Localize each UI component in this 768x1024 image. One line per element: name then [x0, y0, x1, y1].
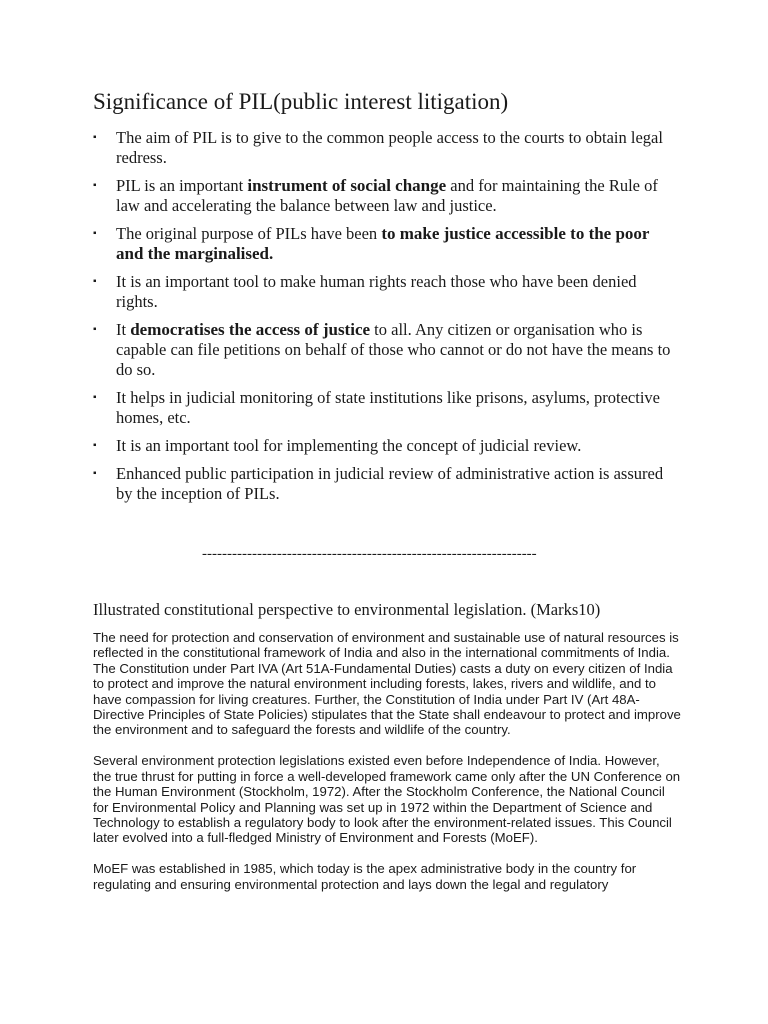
- list-item: [93, 388, 673, 428]
- list-item-emphasis: instrument of social change: [247, 176, 447, 195]
- bullet-marker: ▪: [93, 132, 97, 143]
- list-item: [93, 128, 673, 168]
- list-item-text: and for maintaining the Rule of law and accelerating the balance between law and justice.: [116, 176, 658, 215]
- list-item: [93, 320, 673, 380]
- list-item-text: The aim of PIL is to give to the common people access to the courts to obtain legal redress.: [116, 128, 663, 167]
- bullet-marker: ▪: [93, 228, 97, 239]
- list-item-text: It is an important tool to make human rights reach those who have been denied rights.: [116, 272, 637, 311]
- list-item-text: The original purpose of PILs have been: [116, 224, 382, 243]
- paragraph: Several environment protection legislations existed even before Independence of India. However, the true thrust for putting in force a well-developed framework came only after the UN Conference on the Human Environment (Stockholm, 1972). After the Stockholm Conference, the National Council for Environmental Policy and Planning was set up in 1972 within the Department of Science and Technology to establish a regulatory body to look after the environment-related issues. This Council later evolved into a full-fledged Ministry of Environment and Forests (MoEF).: [93, 753, 681, 846]
- list-item-text: It is an important tool for implementing the concept of judicial review.: [116, 436, 582, 455]
- page-title: Significance of PIL(public interest litigation): [93, 89, 509, 114]
- list-item: [93, 464, 673, 504]
- list-item-emphasis: to make justice accessible to the poor and the marginalised.: [116, 224, 650, 263]
- list-item: [93, 176, 673, 216]
- list-item: [93, 436, 673, 456]
- pil-significance-list: [93, 128, 673, 512]
- list-item-text: to all. Any citizen or organisation who is capable can file petitions on behalf of those who cannot or do not have the means to do so.: [116, 320, 671, 379]
- section-body: [93, 630, 681, 908]
- paragraph: The need for protection and conservation of environment and sustainable use of natural resources is reflected in the constitutional framework of India and also in the international commitments of India. The Constitution under Part IVA (Art 51A-Fundamental Duties) casts a duty on every citizen of India to protect and improve the natural environment including forests, lakes, rivers and wildlife, and to have compassion for living creatures. Further, the Constitution of India under Part IV (Art 48A-Directive Principles of State Policies) stipulates that the State shall endeavour to protect and improve the environment and to safeguard the forests and wildlife of the country.: [93, 630, 681, 738]
- bullet-marker: ▪: [93, 468, 97, 479]
- list-item-emphasis: democratises the access of justice: [130, 320, 371, 339]
- section-separator: -------------------------------------------------------------------: [202, 546, 537, 562]
- paragraph: MoEF was established in 1985, which today is the apex administrative body in the country for regulating and ensuring environmental protection and lays down the legal and regulatory: [93, 861, 637, 892]
- bullet-marker: ▪: [93, 276, 97, 287]
- list-item-text: It: [116, 320, 131, 339]
- list-item-text: Enhanced public participation in judicial review of administrative action is assured by the inception of PILs.: [116, 464, 664, 503]
- list-item-text: It helps in judicial monitoring of state institutions like prisons, asylums, protective homes, etc.: [116, 388, 660, 427]
- list-item: [93, 272, 673, 312]
- bullet-marker: ▪: [93, 180, 97, 191]
- bullet-marker: ▪: [93, 392, 97, 403]
- list-item-text: PIL is an important: [116, 176, 248, 195]
- section-title: Illustrated constitutional perspective to environmental legislation. (Marks10): [93, 600, 601, 619]
- list-item: [93, 224, 673, 264]
- bullet-marker: ▪: [93, 324, 97, 335]
- bullet-marker: ▪: [93, 440, 97, 451]
